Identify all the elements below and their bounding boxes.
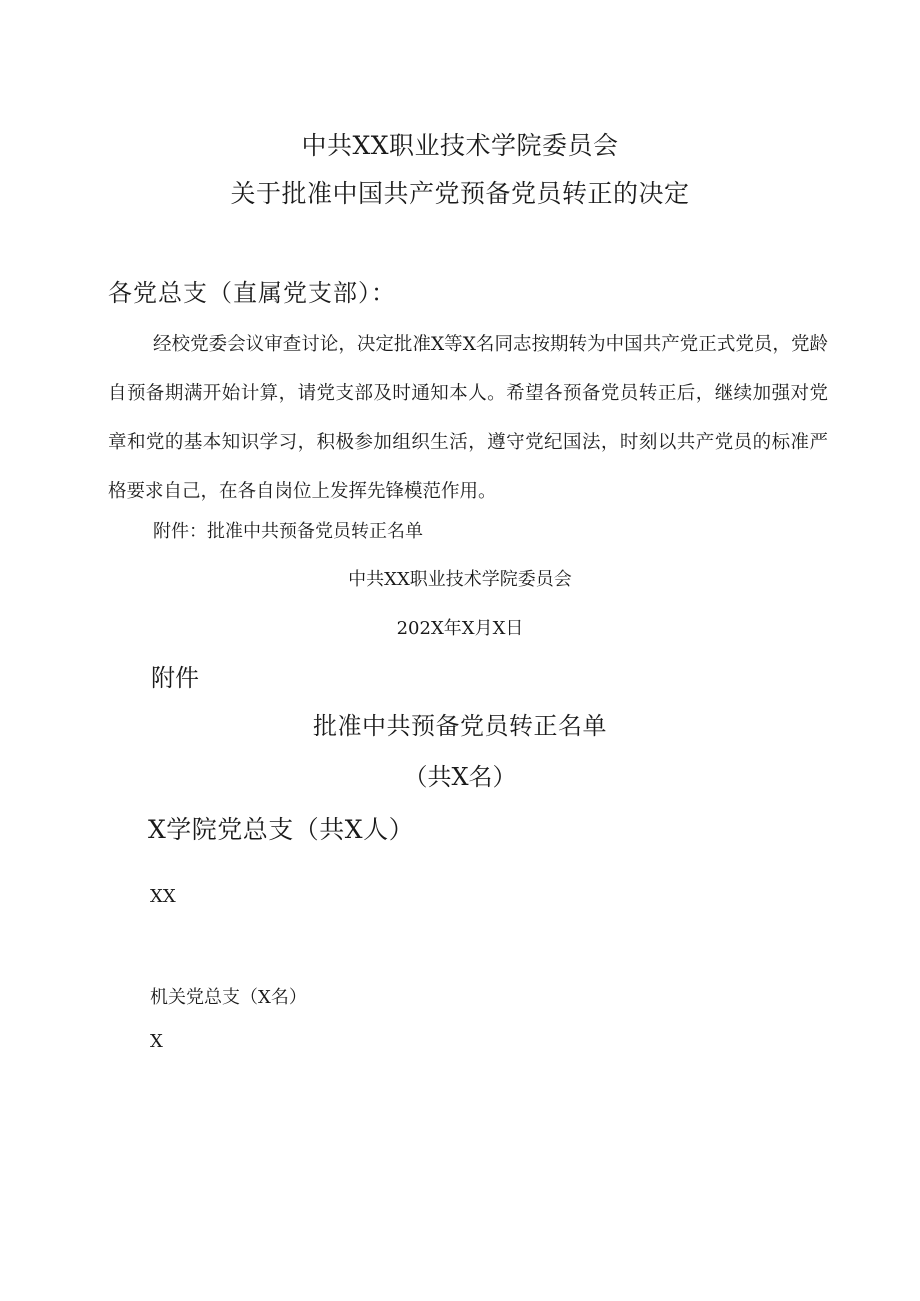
body-paragraph: 经校党委会议审查讨论，决定批准X等X名同志按期转为中国共产党正式党员，党龄自预备期满开始计算，请党支部及时通知本人。希望各预备党员转正后，继续加强对党章和党的基本知识学习，积极参加组织生活，遵守党纪国法，时刻以共产党员的标准严格要求自己，在各自岗位上发挥先锋模范作用。: [108, 334, 828, 502]
branch-members: XX: [150, 886, 176, 907]
branch-heading: X学院党总支（共X人）: [148, 815, 415, 844]
attachment-reference: 附件：批准中共预备党员转正名单: [153, 521, 423, 542]
salutation: 各党总支（直属党支部）：: [108, 279, 396, 307]
branch-members: X: [150, 1031, 163, 1052]
branch-heading: 机关党总支（X名）: [150, 987, 307, 1008]
attachment-title: 批准中共预备党员转正名单: [313, 712, 607, 740]
document-title-line-1: 中共XX职业技术学院委员会: [301, 131, 619, 160]
signature-date: 202X年X月X日: [396, 618, 524, 639]
document-title-line-2: 关于批准中国共产党预备党员转正的决定: [230, 179, 690, 208]
attachment-heading: 附件: [151, 664, 199, 692]
signature-organization: 中共XX职业技术学院委员会: [348, 569, 572, 590]
attachment-count: （共X名）: [403, 763, 517, 791]
